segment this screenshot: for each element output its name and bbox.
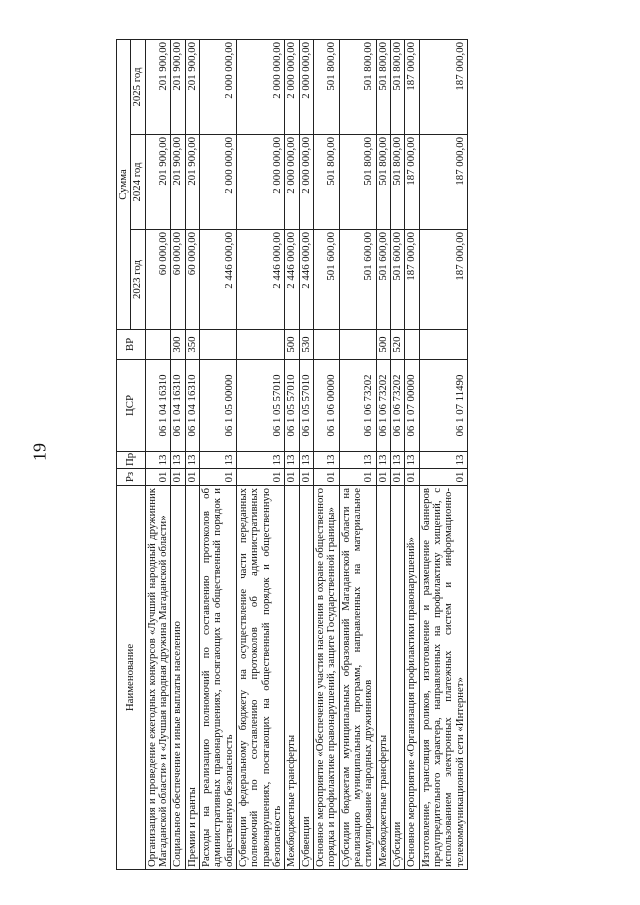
row-sum-2024: 2 000 000,00 [236, 135, 284, 230]
row-pr: 13 [145, 452, 171, 469]
row-rz: 01 [390, 469, 404, 486]
header-pr: Пр [117, 452, 146, 469]
row-vr: 500 [376, 330, 390, 360]
table-row [199, 40, 236, 870]
row-csr: 06 1 05 57010 [299, 360, 313, 452]
row-csr: 06 1 06 73202 [339, 360, 376, 452]
row-sum-2023: 60 000,00 [145, 230, 171, 330]
row-csr: 06 1 05 00000 [199, 360, 236, 452]
table-row [313, 40, 339, 870]
budget-table [116, 39, 468, 870]
table-body [145, 40, 467, 870]
row-sum-2023: 501 600,00 [313, 230, 339, 330]
header-sum: Сумма [117, 40, 131, 330]
row-vr: 530 [299, 330, 313, 360]
row-sum-2024: 501 800,00 [339, 135, 376, 230]
row-rz: 01 [185, 469, 199, 486]
row-sum-2024: 501 800,00 [313, 135, 339, 230]
table-row [145, 40, 171, 870]
row-sum-2025: 2 000 000,00 [236, 40, 284, 135]
row-rz: 01 [199, 469, 236, 486]
row-vr [405, 330, 419, 360]
row-name: Субвенции [299, 486, 313, 870]
row-name: Субсидии бюджетам муниципальных образований Магаданской области на реализацию муниципальных программ, направленных на материальное стимулирование народных дружинников [339, 486, 376, 870]
row-name: Изготовление, трансляция роликов, изготовление и размещение баннеров предупредительного характера, направленных на профилактику хищений, с использованием электронных платежных систем и информационно-телекоммуникационной сети «Интернет» [419, 486, 467, 870]
row-rz: 01 [171, 469, 185, 486]
row-vr: 300 [171, 330, 185, 360]
row-sum-2024: 201 900,00 [185, 135, 199, 230]
row-sum-2023: 187 000,00 [419, 230, 467, 330]
row-sum-2023: 2 446 000,00 [285, 230, 299, 330]
row-pr: 13 [199, 452, 236, 469]
row-sum-2023: 2 446 000,00 [199, 230, 236, 330]
row-csr: 06 1 04 16310 [185, 360, 199, 452]
table-row [236, 40, 284, 870]
table-row [171, 40, 185, 870]
row-sum-2024: 201 900,00 [145, 135, 171, 230]
row-pr: 13 [390, 452, 404, 469]
header-year-2025: 2025 год [131, 40, 145, 135]
row-pr: 13 [339, 452, 376, 469]
row-csr: 06 1 04 16310 [171, 360, 185, 452]
row-sum-2024: 187 000,00 [405, 135, 419, 230]
row-sum-2025: 2 000 000,00 [285, 40, 299, 135]
row-sum-2025: 201 900,00 [171, 40, 185, 135]
row-vr: 350 [185, 330, 199, 360]
row-vr [145, 330, 171, 360]
row-sum-2025: 501 800,00 [339, 40, 376, 135]
row-pr: 13 [171, 452, 185, 469]
table-row [285, 40, 299, 870]
header-vr: ВР [117, 330, 146, 360]
row-sum-2024: 501 800,00 [390, 135, 404, 230]
row-sum-2023: 2 446 000,00 [299, 230, 313, 330]
row-pr: 13 [419, 452, 467, 469]
row-rz: 01 [236, 469, 284, 486]
row-vr [199, 330, 236, 360]
header-year-2023: 2023 год [131, 230, 145, 330]
row-sum-2024: 2 000 000,00 [285, 135, 299, 230]
row-sum-2025: 501 800,00 [376, 40, 390, 135]
row-sum-2024: 2 000 000,00 [199, 135, 236, 230]
row-name: Субсидии [390, 486, 404, 870]
row-name: Межбюджетные трансферты [285, 486, 299, 870]
row-name: Основное мероприятие «Организация профилактики правонарушений» [405, 486, 419, 870]
row-name: Межбюджетные трансферты [376, 486, 390, 870]
row-sum-2025: 201 900,00 [185, 40, 199, 135]
budget-table-container [116, 40, 596, 870]
row-sum-2025: 2 000 000,00 [299, 40, 313, 135]
row-sum-2023: 501 600,00 [339, 230, 376, 330]
row-sum-2023: 60 000,00 [171, 230, 185, 330]
row-name: Социальное обеспечение и иные выплаты населению [171, 486, 185, 870]
row-csr: 06 1 07 00000 [405, 360, 419, 452]
row-sum-2023: 2 446 000,00 [236, 230, 284, 330]
row-csr: 06 1 04 16310 [145, 360, 171, 452]
table-row [339, 40, 376, 870]
row-rz: 01 [339, 469, 376, 486]
row-sum-2025: 2 000 000,00 [199, 40, 236, 135]
row-rz: 01 [313, 469, 339, 486]
row-vr [339, 330, 376, 360]
row-sum-2025: 501 800,00 [313, 40, 339, 135]
header-year-2024: 2024 год [131, 135, 145, 230]
row-sum-2023: 501 600,00 [390, 230, 404, 330]
table-row [376, 40, 390, 870]
table-row [299, 40, 313, 870]
row-csr: 06 1 06 73202 [376, 360, 390, 452]
row-vr [313, 330, 339, 360]
row-pr: 13 [285, 452, 299, 469]
header-rz: Рз [117, 469, 146, 486]
table-row [390, 40, 404, 870]
row-rz: 01 [285, 469, 299, 486]
row-csr: 06 1 06 73202 [390, 360, 404, 452]
table-row [419, 40, 467, 870]
row-pr: 13 [185, 452, 199, 469]
row-rz: 01 [376, 469, 390, 486]
row-sum-2024: 201 900,00 [171, 135, 185, 230]
row-sum-2023: 60 000,00 [185, 230, 199, 330]
row-csr: 06 1 05 57010 [236, 360, 284, 452]
row-pr: 13 [236, 452, 284, 469]
row-name: Расходы на реализацию полномочий по составлению протоколов об административных правонарушениях, посягающих на общественный порядок и общественную безопасность [199, 486, 236, 870]
page-number: 19 [29, 443, 50, 461]
row-sum-2024: 2 000 000,00 [299, 135, 313, 230]
row-name: Премии и гранты [185, 486, 199, 870]
row-sum-2025: 201 900,00 [145, 40, 171, 135]
row-sum-2025: 187 000,00 [405, 40, 419, 135]
header-csr: ЦСР [117, 360, 146, 452]
row-pr: 13 [299, 452, 313, 469]
row-rz: 01 [299, 469, 313, 486]
row-vr [419, 330, 467, 360]
row-sum-2023: 187 000,00 [405, 230, 419, 330]
row-vr: 520 [390, 330, 404, 360]
row-sum-2025: 187 000,00 [419, 40, 467, 135]
table-row [405, 40, 419, 870]
row-csr: 06 1 06 00000 [313, 360, 339, 452]
row-sum-2023: 501 600,00 [376, 230, 390, 330]
row-name: Организация и проведение ежегодных конкурсов «Лучший народный дружинник Магаданской области» и «Лучшая народная дружина Магаданской области» [145, 486, 171, 870]
header-name: Наименование [117, 486, 146, 870]
row-rz: 01 [419, 469, 467, 486]
table-header [117, 40, 146, 870]
row-csr: 06 1 07 11490 [419, 360, 467, 452]
row-csr: 06 1 05 57010 [285, 360, 299, 452]
table-row [185, 40, 199, 870]
row-vr [236, 330, 284, 360]
row-sum-2025: 501 800,00 [390, 40, 404, 135]
row-sum-2024: 501 800,00 [376, 135, 390, 230]
row-vr: 500 [285, 330, 299, 360]
row-name: Субвенции федеральному бюджету на осуществление части переданных полномочий по составлению протоколов об административных правонарушениях, посягающих на общественный порядок и общественную безопасность [236, 486, 284, 870]
row-pr: 13 [313, 452, 339, 469]
row-pr: 13 [376, 452, 390, 469]
row-sum-2024: 187 000,00 [419, 135, 467, 230]
row-rz: 01 [405, 469, 419, 486]
row-rz: 01 [145, 469, 171, 486]
row-pr: 13 [405, 452, 419, 469]
row-name: Основное мероприятие «Обеспечение участия населения в охране общественного порядка и профилактике правонарушений, защите Государственной границы» [313, 486, 339, 870]
